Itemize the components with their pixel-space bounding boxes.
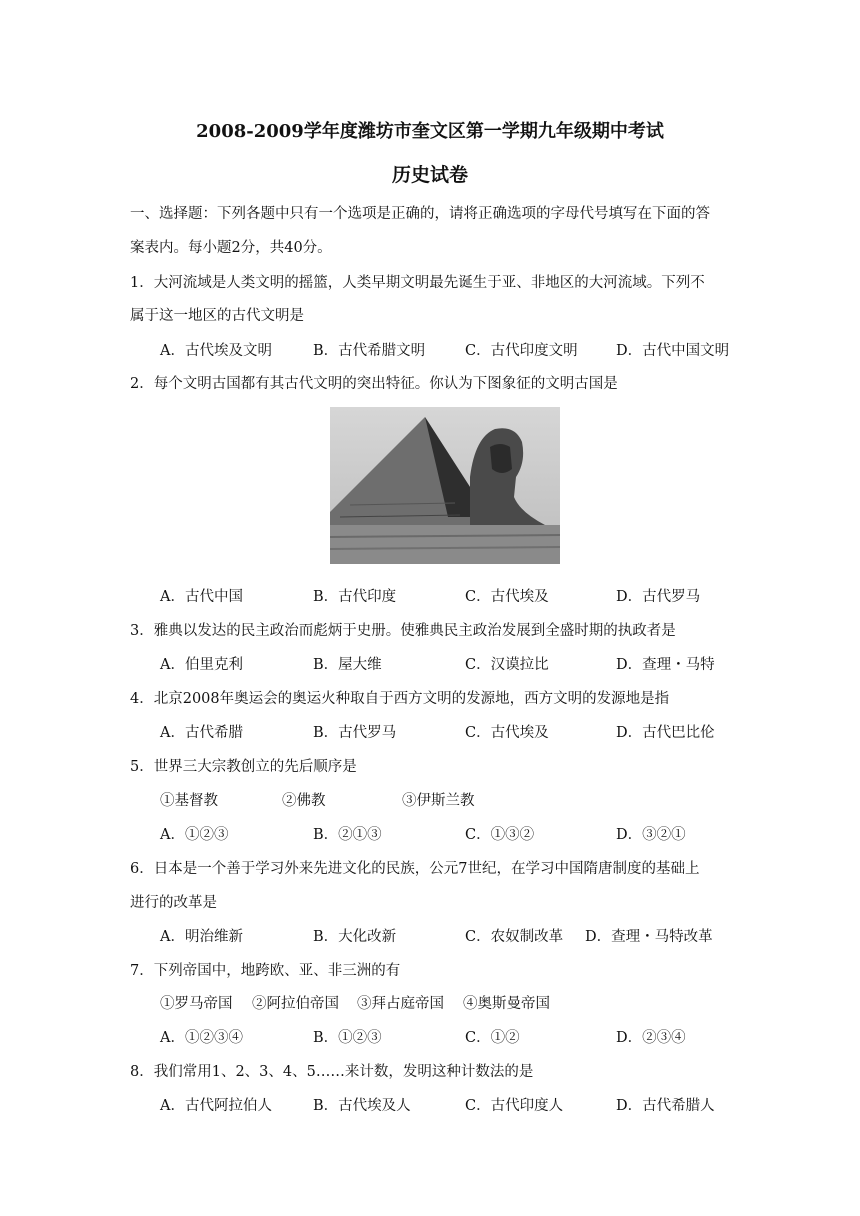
question-7-item-4: ④奥斯曼帝国 — [463, 996, 550, 1012]
question-5-option-c: C．①③② — [465, 827, 535, 843]
question-7-option-d: D．②③④ — [616, 1030, 686, 1046]
question-1-option-c: C．古代印度文明 — [465, 343, 578, 359]
question-2-stem: 2．每个文明古国都有其古代文明的突出特征。你认为下图象征的文明古国是 — [130, 376, 618, 392]
question-6-stem-line-2: 进行的改革是 — [130, 895, 217, 911]
question-4-stem: 4．北京2008年奥运会的奥运火种取自于西方文明的发源地，西方文明的发源地是指 — [130, 691, 670, 707]
question-8-option-c: C．古代印度人 — [465, 1098, 564, 1114]
question-3-option-b: B．屋大维 — [313, 657, 382, 673]
question-8-option-a: A．古代阿拉伯人 — [160, 1098, 272, 1114]
question-4-option-c: C．古代埃及 — [465, 725, 549, 741]
question-5-item-2: ②佛教 — [282, 793, 326, 809]
question-1-stem-line-2: 属于这一地区的古代文明是 — [130, 308, 304, 324]
question-6-stem-line-1: 6．日本是一个善于学习外来先进文化的民族，公元7世纪，在学习中国隋唐制度的基础上 — [130, 861, 700, 877]
question-5-item-1: ①基督教 — [160, 793, 218, 809]
question-7-option-c: C．①② — [465, 1030, 520, 1046]
exam-subtitle: 历史试卷 — [391, 164, 468, 186]
question-5-option-a: A．①②③ — [160, 827, 229, 843]
question-5-item-3: ③伊斯兰教 — [402, 793, 475, 809]
question-3-option-d: D．查理・马特 — [616, 657, 715, 673]
question-7-option-b: B．①②③ — [313, 1030, 382, 1046]
exam-title: 2008-2009学年度潍坊市奎文区第一学期九年级期中考试 — [196, 121, 664, 142]
question-4-option-d: D．古代巴比伦 — [616, 725, 715, 741]
question-8-stem: 8．我们常用1、2、3、4、5……来计数，发明这种计数法的是 — [130, 1064, 534, 1080]
question-7-option-a: A．①②③④ — [160, 1030, 243, 1046]
question-4-option-b: B．古代罗马 — [313, 725, 397, 741]
question-5-option-b: B．②①③ — [313, 827, 382, 843]
question-1-option-b: B．古代希腊文明 — [313, 343, 426, 359]
question-2-option-b: B．古代印度 — [313, 589, 397, 605]
question-1-option-a: A．古代埃及文明 — [160, 343, 272, 359]
question-7-item-3: ③拜占庭帝国 — [357, 996, 444, 1012]
question-2-option-d: D．古代罗马 — [616, 589, 701, 605]
question-7-item-1: ①罗马帝国 — [160, 996, 233, 1012]
question-6-option-a: A．明治维新 — [160, 929, 243, 945]
pyramid-sphinx-photo — [330, 407, 560, 564]
instructions-line-2: 案表内。每小题2分，共40分。 — [130, 240, 332, 256]
question-7-stem: 7．下列帝国中，地跨欧、亚、非三洲的有 — [130, 963, 401, 979]
question-6-option-b: B．大化改新 — [313, 929, 397, 945]
question-6-option-c: C．农奴制改革 — [465, 929, 564, 945]
question-4-option-a: A．古代希腊 — [160, 725, 243, 741]
question-2-option-c: C．古代埃及 — [465, 589, 549, 605]
question-8-option-b: B．古代埃及人 — [313, 1098, 411, 1114]
question-6-option-d: D．查理・马特改革 — [585, 929, 713, 945]
question-8-option-d: D．古代希腊人 — [616, 1098, 715, 1114]
question-7-item-2: ②阿拉伯帝国 — [252, 996, 339, 1012]
question-3-option-c: C．汉谟拉比 — [465, 657, 549, 673]
question-1-option-d: D．古代中国文明 — [616, 343, 730, 359]
question-3-option-a: A．伯里克利 — [160, 657, 243, 673]
question-3-stem: 3．雅典以发达的民主政治而彪炳于史册。使雅典民主政治发展到全盛时期的执政者是 — [130, 623, 676, 639]
question-5-stem: 5．世界三大宗教创立的先后顺序是 — [130, 759, 357, 775]
question-5-option-d: D．③②① — [616, 827, 686, 843]
instructions-line-1: 一、选择题：下列各题中只有一个选项是正确的，请将正确选项的字母代号填写在下面的答 — [130, 206, 710, 222]
question-2-option-a: A．古代中国 — [160, 589, 243, 605]
question-1-stem-line-1: 1．大河流域是人类文明的摇篮，人类早期文明最先诞生于亚、非地区的大河流域。下列不 — [130, 275, 705, 291]
